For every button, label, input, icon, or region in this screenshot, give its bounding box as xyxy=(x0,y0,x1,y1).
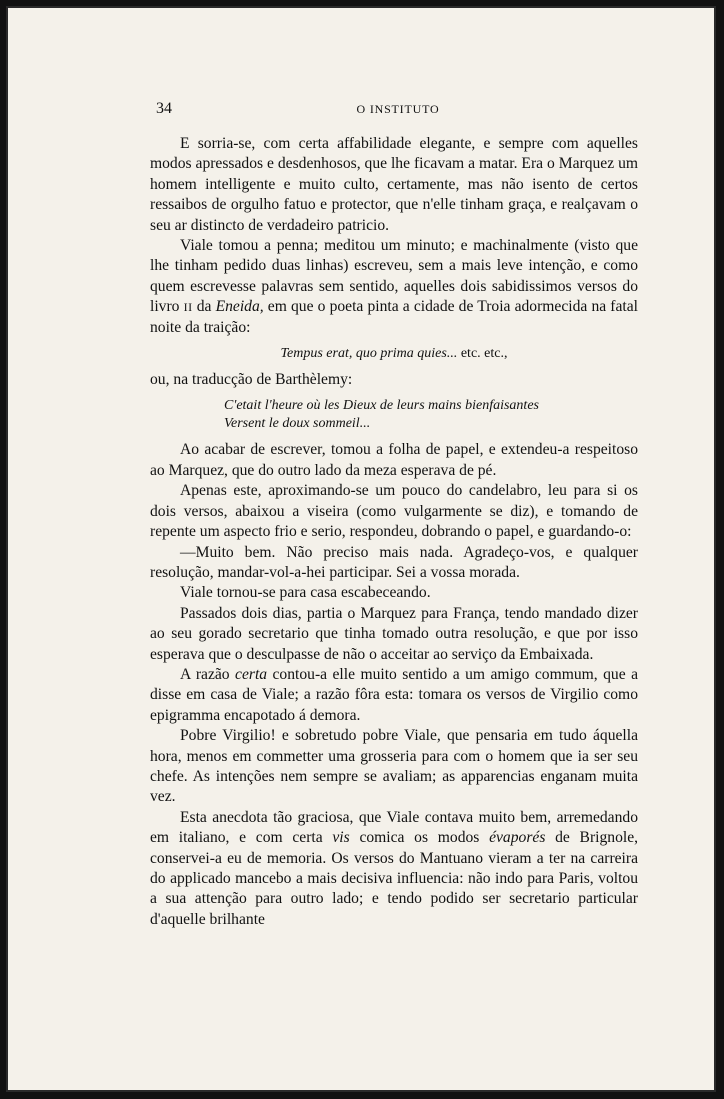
emphasis-vis: vis xyxy=(332,829,350,847)
latin-verse: Tempus erat, quo prima quies... xyxy=(280,346,458,362)
paragraph-folha: Ao acabar de escrever, tomou a folha de papel, e extendeu-a respeitoso ao Marquez, que do outro lado da meza esperava de pé. xyxy=(150,441,638,479)
body-text xyxy=(150,134,638,930)
paragraph-apenas: Apenas este, aproximando-se um pouco do candelabro, leu para si os dois versos, abaixou a viseira (como vulgarmente se diz), e tomando de repente um aspecto frio e serio, respondeu, dobrando o papel, e guardando-o: xyxy=(150,482,638,541)
emphasis-certa: certa xyxy=(235,665,268,683)
work-title-eneida: Eneida, xyxy=(215,298,264,316)
latin-suffix: etc. etc., xyxy=(457,346,508,362)
book-page xyxy=(6,6,716,1092)
paragraph-razao-before: A razão xyxy=(180,665,236,683)
french-line-2: Versent le doux sommeil... xyxy=(224,416,371,432)
page-number: 34 xyxy=(156,100,172,117)
paragraph-anecdota-middle: comica os modos xyxy=(349,829,490,847)
paragraph-anecdota-after: de Brignole, conservei-a eu de memoria. Os versos do Mantuano vieram a ter na carreira do applicado mancebo a mais decisiva influencia: não indo para Paris, voltou a sua attenção para outro lado; e tendo podido ser secretario particular d'aquelle brilhante xyxy=(150,829,639,928)
paragraph-dialogue: —Muito bem. Não preciso mais nada. Agradeço-vos, e qualquer resolução, mandar-vol-a-hei participar. Sei a vossa morada. xyxy=(150,543,638,581)
french-line-1: C'etait l'heure où les Dieux de leurs mains bienfaisantes xyxy=(224,398,539,414)
journal-title: O INSTITUTO xyxy=(356,102,440,116)
paragraph-passados: Passados dois dias, partia o Marquez para França, tendo mandado dizer ao seu gorado secretario que tinha tomado outra resolução, e que por isso esperava que o desculpasse de não o acceitar ao serviço da Embaixada. xyxy=(150,604,638,663)
latin-quote xyxy=(150,345,638,363)
book-number: II xyxy=(183,300,193,315)
paragraph-viale-after: em que o poeta pinta a cidade de Troia adormecida na fatal noite da traição: xyxy=(150,298,639,336)
paragraph-anecdota-before: Esta anecdota tão graciosa, que Viale contava muito bem, arremedando em italiano, e com certa xyxy=(150,808,638,847)
translation-intro: ou, na traducção de Barthèlemy: xyxy=(150,371,353,389)
paragraph-escabeceando: Viale tornou-se para casa escabeceando. xyxy=(180,584,431,602)
paragraph-pobre-virgilio: Pobre Virgilio! e sobretudo pobre Viale, que pensaria em tudo áquella hora, menos em commetter uma grosseria para com o homem que ia ser seu chefe. As intenções nem sempre se avaliam; as apparencias enganam muita vez. xyxy=(150,727,638,806)
paragraph-viale-penna xyxy=(150,236,638,338)
paragraph-viale-middle: da xyxy=(192,298,216,316)
paragraph-razao xyxy=(150,665,638,726)
french-quote xyxy=(150,397,638,433)
paragraph-viale-before: Viale tomou a penna; meditou um minuto; e machinalmente (visto que lhe tinham pedido duas linhas) escreveu, sem a mais leve intenção, e como quem escrevesse palavras sem sentido, aquelles dois sabidissimos versos do livro xyxy=(150,237,638,316)
paragraph-razao-after: contou-a elle muito sentido a um amigo commum, que a disse em casa de Viale; a razão fôra esta: tomara os versos de Virgilio como epigramma encapotado á demora. xyxy=(150,665,638,724)
running-head xyxy=(156,100,640,122)
emphasis-evapores: évaporés xyxy=(489,829,546,847)
paragraph-anecdota xyxy=(150,808,638,930)
paragraph-marquez: E sorria-se, com certa affabilidade elegante, e sempre com aquelles modos apressados e desdenhosos, que lhe ficavam a matar. Era o Marquez um homem intelligente e muito culto, certamente, mas não isento de certos ressaibos de orgulho fatuo e protector, que n'elle tinham graça, e realçavam o seu ar distincto de verdadeiro patricio. xyxy=(150,135,638,234)
